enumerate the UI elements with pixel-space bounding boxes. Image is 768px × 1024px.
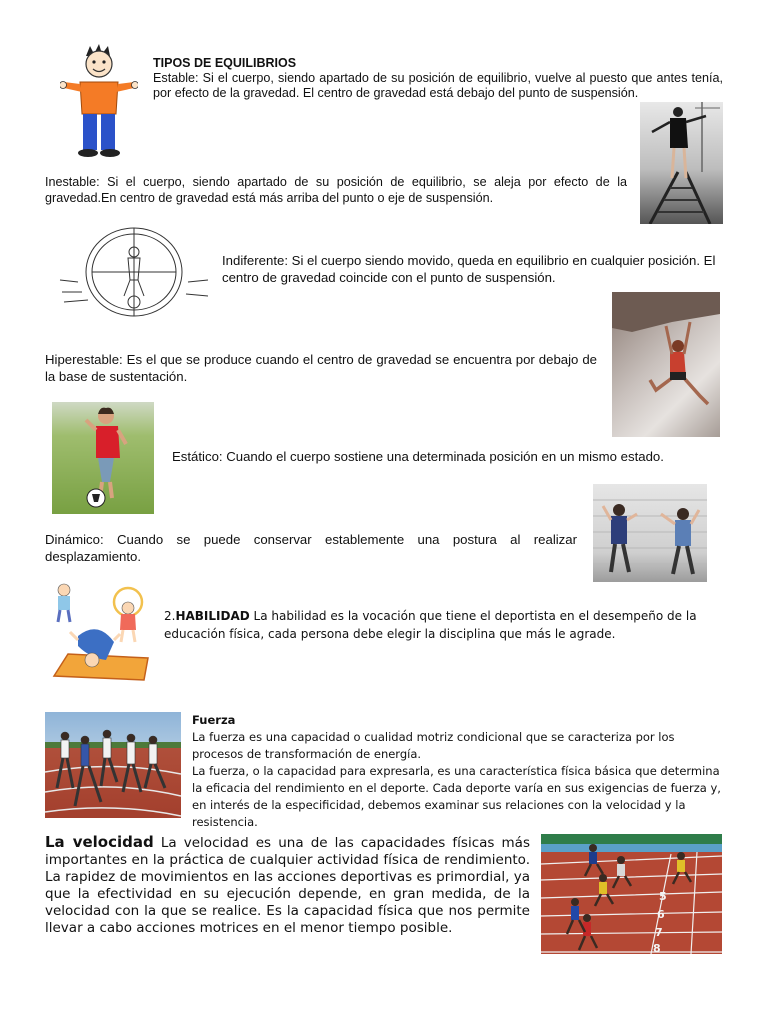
velocidad-text: La velocidad es una de las capacidades físicas más importantes en la práctica de cualquier actividad física de rendimiento. La rapidez de movimientos en las acciones deportivas es primordial, ya que la efectividad en su ejecución depende, en gran medida, de la velocidad con la que se realice. Es la capacidad física que nos permite llevar a cabo acciones motrices en el menor tiempo posible. (45, 835, 530, 936)
indiferente-paragraph: Indiferente: Si el cuerpo siendo movido, queda en equilibrio en cualquier posición. El centro de gravedad coincide con el punto de suspensión. (222, 253, 716, 285)
climber-photo (612, 292, 720, 437)
girl-on-rail-photo (640, 102, 723, 224)
fuerza-paragraph-1: La fuerza es una capacidad o cualidad motriz condicional que se caracteriza por los procesos de transformación de energía. (192, 730, 675, 761)
velocidad-title: La velocidad (45, 833, 154, 851)
fuerza-paragraph-2: La fuerza, o la capacidad para expresarla, es una característica física básica que determina la eficacia del rendimiento en el deporte. Cada deporte varía en sus exigencias de fuerza y, en interés de la especificidad, debemos examinar sus relaciones con la velocidad y la resistencia. (192, 764, 721, 829)
kids-gymnastics-illustration (48, 580, 153, 688)
lane-number-6: 6 (657, 908, 665, 921)
habilidad-paragraph (164, 607, 724, 643)
kids-wall-photo (593, 484, 707, 582)
inestable-paragraph: Inestable: Si el cuerpo, siendo apartado de su posición de equilibrio, se aleja por efecto de la gravedad.En centro de gravedad está más arriba del punto o eje de suspensión. (45, 175, 627, 205)
lane-number-5: 5 (659, 890, 667, 903)
section-title: TIPOS DE EQUILIBRIOS (153, 56, 297, 70)
lane-number-8: 8 (653, 942, 661, 954)
sprinters-track-photo (541, 834, 722, 954)
hiperestable-paragraph: Hiperestable: Es el que se produce cuando el centro de gravedad se encuentra por debajo de la base de sustentación. (45, 352, 597, 384)
estatico-paragraph: Estático: Cuando el cuerpo sostiene una determinada posición en un mismo estado. (172, 449, 664, 464)
fuerza-title: Fuerza (192, 713, 236, 727)
habilidad-text: La habilidad es la vocación que tiene el deportista en el desempeño de la educación física, cada persona debe elegir la disciplina que más le agrade. (164, 609, 697, 641)
wheel-sketch-illustration (58, 222, 210, 322)
dinamico-paragraph: Dinámico: Cuando se puede conservar establemente una postura al realizar desplazamiento. (45, 532, 577, 564)
habilidad-label: HABILIDAD (175, 609, 250, 623)
lane-number-7: 7 (655, 926, 663, 939)
estable-paragraph: Estable: Si el cuerpo, siendo apartado de su posición de equilibrio, vuelve al puesto que antes tenía, por efecto de la gravedad. El centro de gravedad está debajo del punto de suspensión. (153, 71, 723, 100)
exercise-group-photo (45, 712, 181, 818)
habilidad-number: 2. (164, 609, 176, 623)
velocidad-paragraph (45, 834, 530, 937)
cartoon-boy-illustration (60, 42, 138, 160)
boy-with-ball-photo (52, 402, 154, 514)
